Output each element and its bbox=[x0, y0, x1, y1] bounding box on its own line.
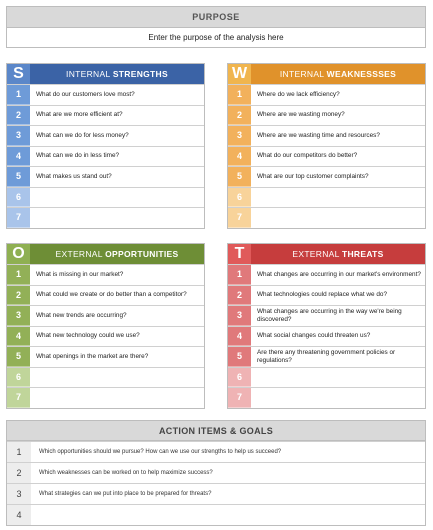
action-text[interactable]: What strategies can we put into place to be prepared for threats? bbox=[39, 491, 212, 497]
table-row[interactable] bbox=[7, 346, 204, 367]
row-text[interactable] bbox=[251, 388, 425, 408]
row-text[interactable]: What are we more efficient at? bbox=[36, 111, 123, 119]
weaknesses-header bbox=[228, 64, 425, 84]
table-row[interactable] bbox=[228, 264, 425, 285]
row-text[interactable] bbox=[30, 208, 204, 228]
table-row[interactable] bbox=[7, 387, 204, 408]
weaknesses-quadrant bbox=[227, 63, 426, 229]
table-row[interactable] bbox=[7, 105, 204, 126]
row-text[interactable]: Where do we lack efficiency? bbox=[257, 90, 340, 98]
row-number: 2 bbox=[228, 286, 251, 306]
purpose-text[interactable]: Enter the purpose of the analysis here bbox=[148, 33, 284, 42]
strengths-title: INTERNAL STRENGTHS bbox=[66, 69, 168, 79]
row-number: 4 bbox=[7, 147, 30, 167]
table-row[interactable] bbox=[228, 125, 425, 146]
row-text[interactable]: What could we create or do better than a competitor? bbox=[36, 291, 187, 299]
row-number: 1 bbox=[228, 85, 251, 105]
row-text[interactable]: What can we do for less money? bbox=[36, 131, 129, 139]
action-row[interactable] bbox=[7, 504, 425, 525]
row-text[interactable] bbox=[30, 368, 204, 388]
row-text[interactable]: What new trends are occurring? bbox=[36, 311, 127, 319]
row-number: 3 bbox=[7, 126, 30, 146]
row-text[interactable]: What do our customers love most? bbox=[36, 90, 135, 98]
row-text[interactable]: What are our top customer complaints? bbox=[257, 172, 369, 180]
table-row[interactable] bbox=[7, 166, 204, 187]
row-text[interactable]: What technologies could replace what we do? bbox=[257, 291, 388, 299]
row-number: 2 bbox=[7, 106, 30, 126]
action-text[interactable]: Which weaknesses can be worked on to help maximize success? bbox=[39, 470, 213, 476]
row-number: 6 bbox=[228, 368, 251, 388]
table-row[interactable] bbox=[7, 305, 204, 326]
row-text[interactable]: Where are we wasting money? bbox=[257, 111, 345, 119]
strengths-header bbox=[7, 64, 204, 84]
row-number: 5 bbox=[7, 167, 30, 187]
row-text[interactable]: What makes us stand out? bbox=[36, 172, 112, 180]
table-row[interactable] bbox=[228, 207, 425, 228]
action-text[interactable]: Which opportunities should we pursue? How can we use our strengths to help us succeed? bbox=[39, 449, 282, 455]
table-row[interactable] bbox=[7, 146, 204, 167]
table-row[interactable] bbox=[7, 285, 204, 306]
weaknesses-letter: W bbox=[228, 64, 251, 84]
row-text[interactable] bbox=[251, 368, 425, 388]
action-items-title: ACTION ITEMS & GOALS bbox=[7, 421, 425, 441]
table-row[interactable] bbox=[7, 187, 204, 208]
threats-quadrant bbox=[227, 243, 426, 409]
action-text[interactable] bbox=[31, 505, 425, 525]
table-row[interactable] bbox=[7, 367, 204, 388]
row-text[interactable]: What changes are occurring in the way we're being discovered? bbox=[257, 307, 402, 323]
row-number: 4 bbox=[7, 327, 30, 347]
purpose-section bbox=[6, 6, 426, 48]
row-number: 7 bbox=[228, 388, 251, 408]
row-number: 7 bbox=[7, 208, 30, 228]
row-number: 6 bbox=[7, 188, 30, 208]
action-items-section bbox=[6, 420, 426, 526]
row-number: 3 bbox=[7, 306, 30, 326]
action-row[interactable] bbox=[7, 483, 425, 504]
table-row[interactable] bbox=[228, 146, 425, 167]
row-number: 6 bbox=[7, 368, 30, 388]
row-text[interactable]: What openings in the market are there? bbox=[36, 352, 149, 360]
table-row[interactable] bbox=[7, 125, 204, 146]
row-number: 1 bbox=[7, 265, 30, 285]
opportunities-quadrant bbox=[6, 243, 205, 409]
row-number: 3 bbox=[228, 306, 251, 326]
row-number: 5 bbox=[7, 347, 30, 367]
row-text[interactable] bbox=[251, 188, 425, 208]
action-number: 4 bbox=[7, 505, 31, 525]
action-row[interactable] bbox=[7, 441, 425, 462]
table-row[interactable] bbox=[7, 264, 204, 285]
table-row[interactable] bbox=[228, 367, 425, 388]
threats-header bbox=[228, 244, 425, 264]
row-number: 4 bbox=[228, 327, 251, 347]
row-text[interactable] bbox=[251, 208, 425, 228]
purpose-title: PURPOSE bbox=[7, 7, 425, 28]
row-text[interactable]: What changes are occurring in our market's environment? bbox=[257, 270, 421, 278]
table-row[interactable] bbox=[228, 305, 425, 326]
action-number: 3 bbox=[7, 484, 31, 504]
table-row[interactable] bbox=[228, 84, 425, 105]
row-text[interactable]: What new technology could we use? bbox=[36, 332, 140, 340]
table-row[interactable] bbox=[228, 285, 425, 306]
table-row[interactable] bbox=[7, 207, 204, 228]
threats-title: EXTERNAL THREATS bbox=[292, 249, 384, 259]
weaknesses-title: INTERNAL WEAKNESSSES bbox=[279, 69, 397, 79]
row-number: 5 bbox=[228, 167, 251, 187]
row-text[interactable]: Are there any threatening government policies or regulations? bbox=[257, 348, 396, 364]
table-row[interactable] bbox=[7, 84, 204, 105]
table-row[interactable] bbox=[228, 346, 425, 367]
row-number: 1 bbox=[228, 265, 251, 285]
row-number: 6 bbox=[228, 188, 251, 208]
action-number: 2 bbox=[7, 463, 31, 483]
row-number: 2 bbox=[228, 106, 251, 126]
row-text[interactable]: What can we do in less time? bbox=[36, 152, 120, 160]
strengths-quadrant bbox=[6, 63, 205, 229]
row-number: 7 bbox=[228, 208, 251, 228]
opportunities-letter: O bbox=[7, 244, 30, 264]
table-row[interactable] bbox=[228, 387, 425, 408]
row-number: 2 bbox=[7, 286, 30, 306]
action-row[interactable] bbox=[7, 462, 425, 483]
row-text[interactable]: What is missing in our market? bbox=[36, 270, 124, 278]
row-number: 4 bbox=[228, 147, 251, 167]
opportunities-header bbox=[7, 244, 204, 264]
row-text[interactable] bbox=[30, 388, 204, 408]
row-text[interactable]: What do our competitors do better? bbox=[257, 152, 358, 160]
row-text[interactable] bbox=[30, 188, 204, 208]
strengths-letter: S bbox=[7, 64, 30, 84]
row-number: 3 bbox=[228, 126, 251, 146]
row-number: 7 bbox=[7, 388, 30, 408]
table-row[interactable] bbox=[7, 326, 204, 347]
table-row[interactable] bbox=[228, 166, 425, 187]
row-number: 5 bbox=[228, 347, 251, 367]
action-number: 1 bbox=[7, 442, 31, 462]
opportunities-title: EXTERNAL OPPORTUNITIES bbox=[55, 249, 179, 259]
table-row[interactable] bbox=[228, 105, 425, 126]
table-row[interactable] bbox=[228, 326, 425, 347]
table-row[interactable] bbox=[228, 187, 425, 208]
threats-letter: T bbox=[228, 244, 251, 264]
row-text[interactable]: Where are we wasting time and resources? bbox=[257, 131, 380, 139]
row-text[interactable]: What social changes could threaten us? bbox=[257, 332, 371, 340]
row-number: 1 bbox=[7, 85, 30, 105]
